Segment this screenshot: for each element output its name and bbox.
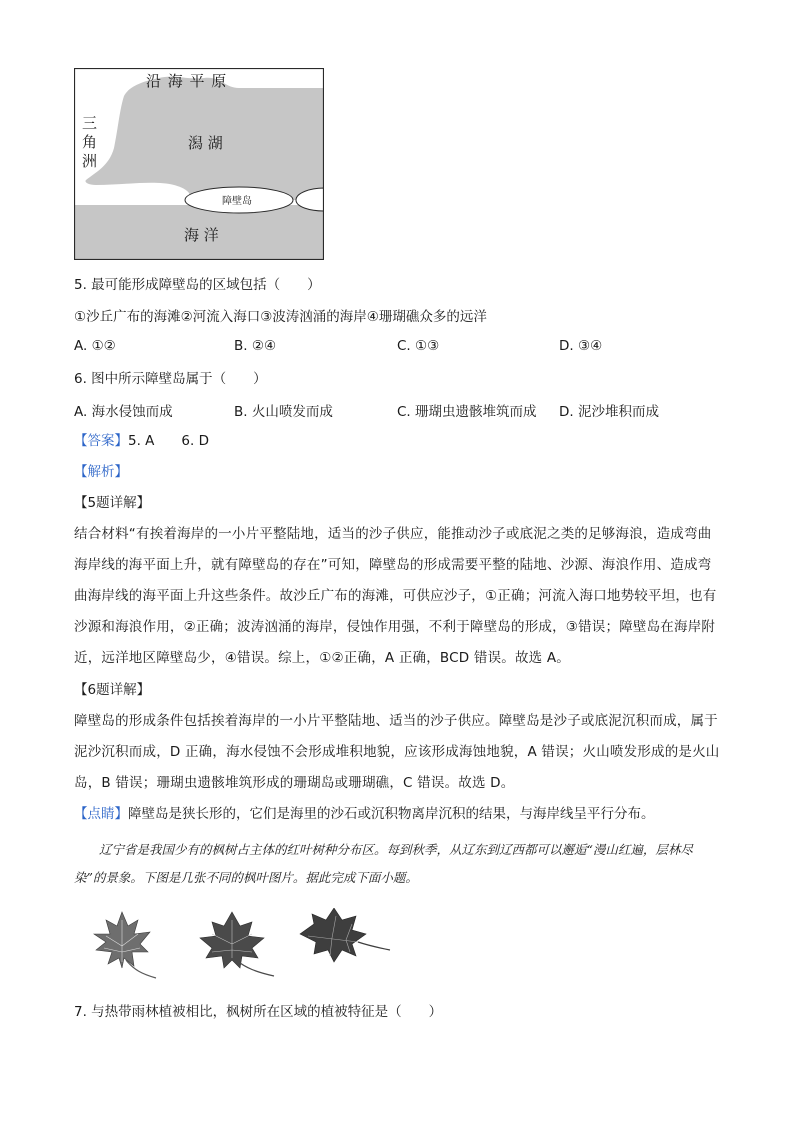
option-c[interactable]: C. ①③ bbox=[397, 338, 440, 354]
answer-row bbox=[74, 431, 209, 451]
option-b[interactable]: B. 火山喷发而成 bbox=[234, 404, 333, 420]
maple-leaf-images bbox=[82, 908, 402, 980]
maple-leaf-image-3 bbox=[300, 908, 390, 962]
delta-label bbox=[82, 114, 98, 171]
question-5-statements: ①沙丘广布的海滩②河流入海口③波涛汹涌的海岸④珊瑚礁众多的远洋 bbox=[74, 309, 487, 325]
answer-label: 【答案】 bbox=[74, 433, 128, 449]
maple-leaf-image-1 bbox=[94, 912, 156, 978]
detail-6-text: 障壁岛的形成条件包括挨着海岸的一小片平整陆地、适当的沙子供应。障壁岛是沙子或底泥沉积而成，属于泥沙沉积而成，D 正确，海水侵蚀不会形成堆积地貌，应该形成海蚀地貌，A 错误；火山喷发形成的是火山岛，B 错误；珊瑚虫遗骸堆筑形成的珊瑚岛或珊瑚礁，C 错误。故选 D。 bbox=[74, 713, 720, 791]
option-c[interactable]: C. 珊瑚虫遗骸堆筑而成 bbox=[397, 404, 537, 420]
detail-5-label: 【5题详解】 bbox=[74, 495, 151, 511]
analysis-label: 【解析】 bbox=[74, 464, 128, 480]
answer-text: 5. A 6. D bbox=[128, 433, 209, 449]
option-a[interactable]: A. 海水侵蚀而成 bbox=[74, 404, 173, 420]
tip-row bbox=[74, 804, 655, 824]
material-text: 辽宁省是我国少有的枫树占主体的红叶树种分布区。每到秋季，从辽东到辽西都可以邂逅“漫山红遍，层林尽染”的景象。下图是几张不同的枫叶图片。据此完成下面小题。 bbox=[74, 842, 693, 885]
question-6-stem: 6. 图中所示障壁岛属于（ ） bbox=[74, 371, 267, 387]
maple-leaves-svg bbox=[82, 908, 402, 980]
coastal-plain-label: 沿 海 平 原 bbox=[146, 72, 228, 90]
barrier-island-label: 障壁岛 bbox=[222, 196, 252, 207]
tip-label: 【点睛】 bbox=[74, 806, 128, 822]
delta-label-char: 洲 bbox=[82, 152, 98, 170]
tip-text: 障壁岛是狭长形的，它们是海里的沙石或沉积物离岸沉积的结果，与海岸线呈平行分布。 bbox=[128, 806, 655, 822]
option-d[interactable]: D. ③④ bbox=[559, 338, 603, 354]
coastal-map-figure bbox=[74, 68, 324, 260]
delta-label-char: 三 bbox=[82, 114, 98, 132]
question-7-stem: 7. 与热带雨林植被相比，枫树所在区域的植被特征是（ ） bbox=[74, 1004, 443, 1020]
option-d[interactable]: D. 泥沙堆积而成 bbox=[559, 404, 659, 420]
option-b[interactable]: B. ②④ bbox=[234, 338, 277, 354]
maple-leaf-image-2 bbox=[200, 912, 274, 976]
detail-6-label: 【6题详解】 bbox=[74, 682, 151, 698]
ocean-label: 海 洋 bbox=[184, 226, 219, 244]
detail-5-text: 结合材料“有挨着海岸的一小片平整陆地，适当的沙子供应，能推动沙子或底泥之类的足够海浪，造成弯曲海岸线的海平面上升，就有障壁岛的存在”可知，障壁岛的形成需要平整的陆地、沙源、海浪作用、造成弯曲海岸线的海平面上升这些条件。故沙丘广布的海滩，可供应沙子，①正确；河流入海口地势较平坦，也有沙源和海浪作用，②正确；波涛汹涌的海岸，侵蚀作用强，不利于障壁岛的形成，③错误；障壁岛在海岸附近，远洋地区障壁岛少，④错误。综上，①②正确，A 正确，BCD 错误。故选 A。 bbox=[74, 526, 717, 666]
delta-label-char: 角 bbox=[82, 133, 98, 151]
lagoon-label: 潟 湖 bbox=[188, 134, 223, 152]
option-a[interactable]: A. ①② bbox=[74, 338, 116, 354]
question-5-stem: 5. 最可能形成障壁岛的区域包括（ ） bbox=[74, 277, 321, 293]
